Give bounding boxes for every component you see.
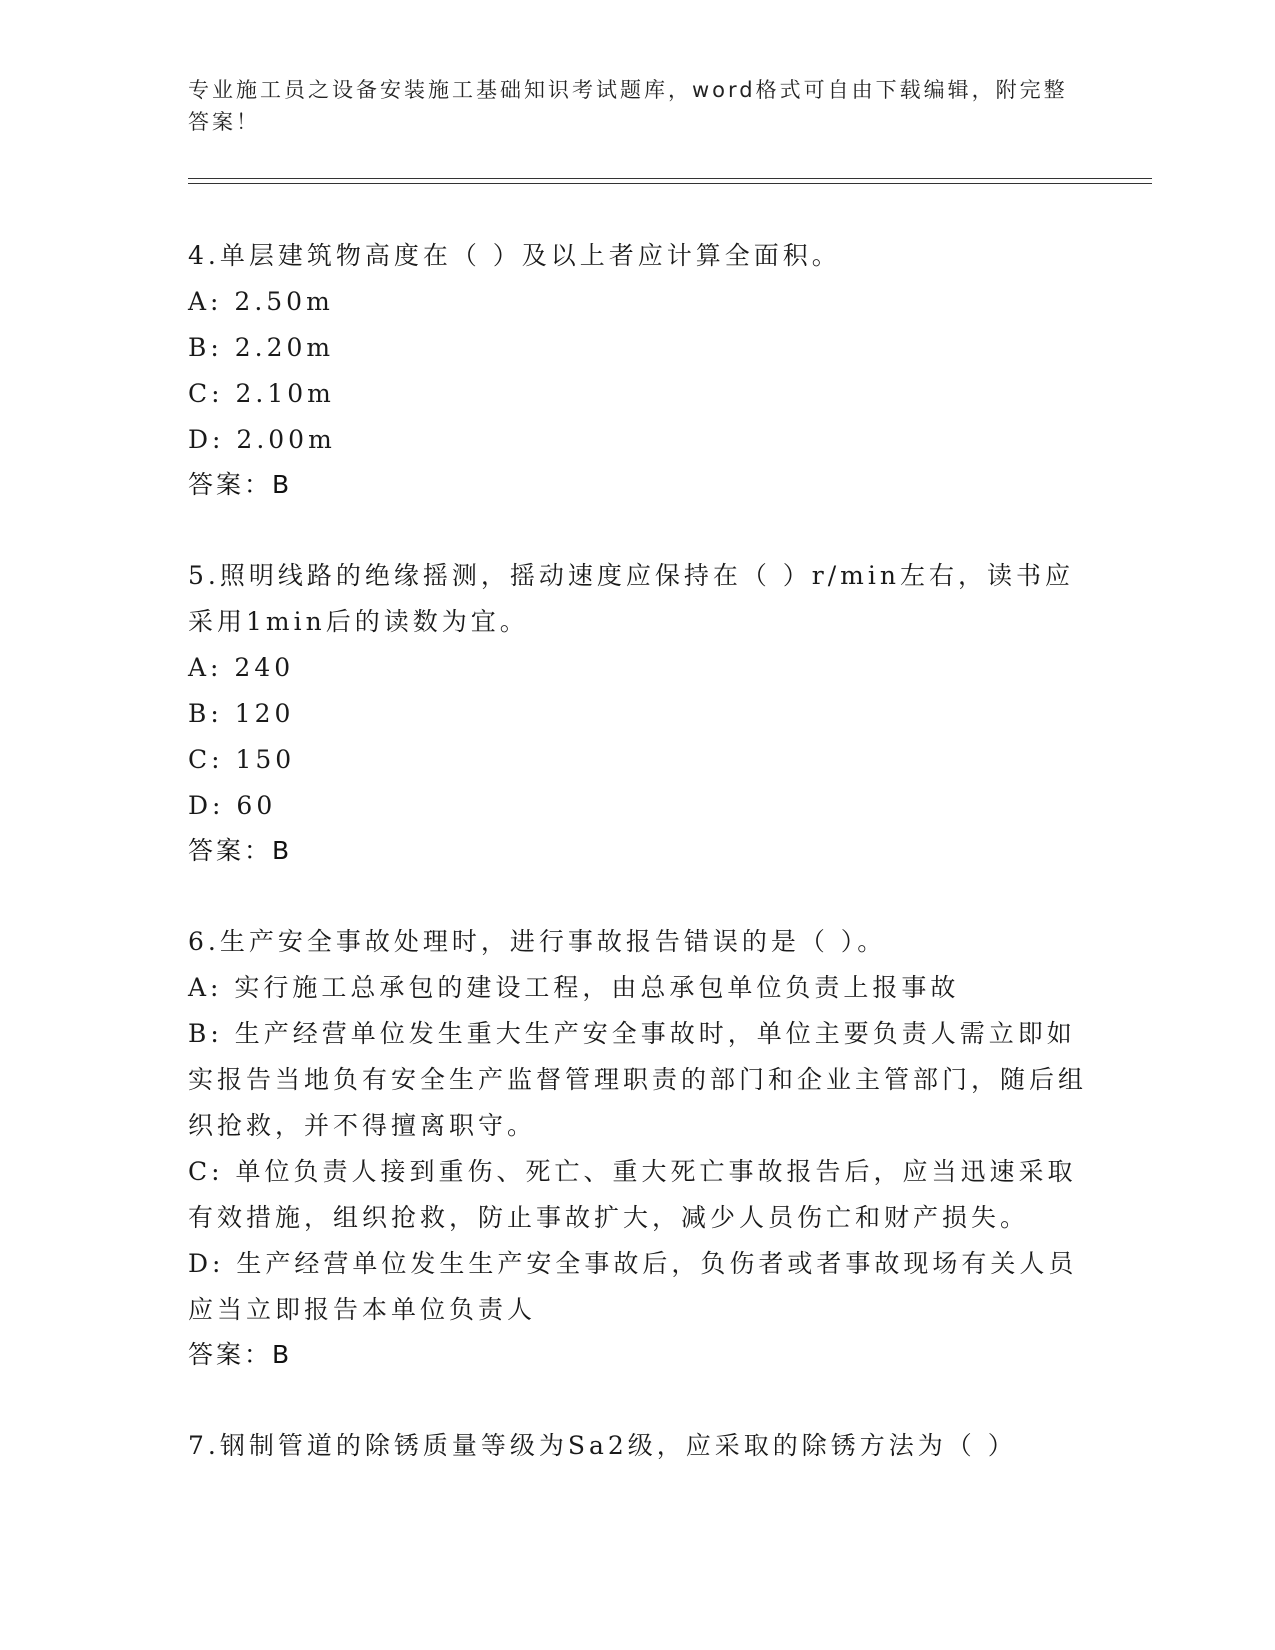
question-title: 5.照明线路的绝缘摇测，摇动速度应保持在（ ）r/min左右，读书应采用1min后的读数为宜。 <box>188 561 1074 636</box>
option-a: A: 2.50m <box>188 287 334 316</box>
answer: 答案：B <box>188 836 293 865</box>
option-d: D: 生产经营单位发生生产安全事故后，负伤者或者事故现场有关人员应当立即报告本单位负责人 <box>188 1249 1078 1324</box>
question-7 <box>188 1423 1088 1469</box>
question-title: 6.生产安全事故处理时，进行事故报告错误的是（ ）。 <box>188 927 887 956</box>
header-divider-top <box>188 178 1152 179</box>
option-c: C: 单位负责人接到重伤、死亡、重大死亡事故报告后，应当迅速采取有效措施，组织抢救，防止事故扩大，减少人员伤亡和财产损失。 <box>188 1157 1077 1232</box>
question-5 <box>188 553 1088 873</box>
question-title: 4.单层建筑物高度在（ ）及以上者应计算全面积。 <box>188 241 841 270</box>
answer: 答案：B <box>188 470 293 499</box>
option-d: D: 60 <box>188 791 277 820</box>
option-c: C: 2.10m <box>188 379 335 408</box>
document-header: 专业施工员之设备安装施工基础知识考试题库，word格式可自由下载编辑，附完整答案！ <box>188 78 1068 134</box>
question-6 <box>188 919 1088 1377</box>
question-list <box>188 233 1088 1469</box>
option-c: C: 150 <box>188 745 296 774</box>
option-b: B: 120 <box>188 699 295 728</box>
answer: 答案：B <box>188 1340 293 1369</box>
header-divider-bottom <box>188 183 1152 184</box>
option-a: A: 实行施工总承包的建设工程，由总承包单位负责上报事故 <box>188 973 960 1002</box>
option-b: B: 生产经营单位发生重大生产安全事故时，单位主要负责人需立即如实报告当地负有安全生产监督管理职责的部门和企业主管部门，随后组织抢救，并不得擅离职守。 <box>188 1019 1088 1140</box>
question-4 <box>188 233 1088 507</box>
question-title: 7.钢制管道的除锈质量等级为Sa2级，应采取的除锈方法为（ ） <box>188 1431 1017 1460</box>
option-a: A: 240 <box>188 653 295 682</box>
option-b: B: 2.20m <box>188 333 335 362</box>
option-d: D: 2.00m <box>188 425 336 454</box>
